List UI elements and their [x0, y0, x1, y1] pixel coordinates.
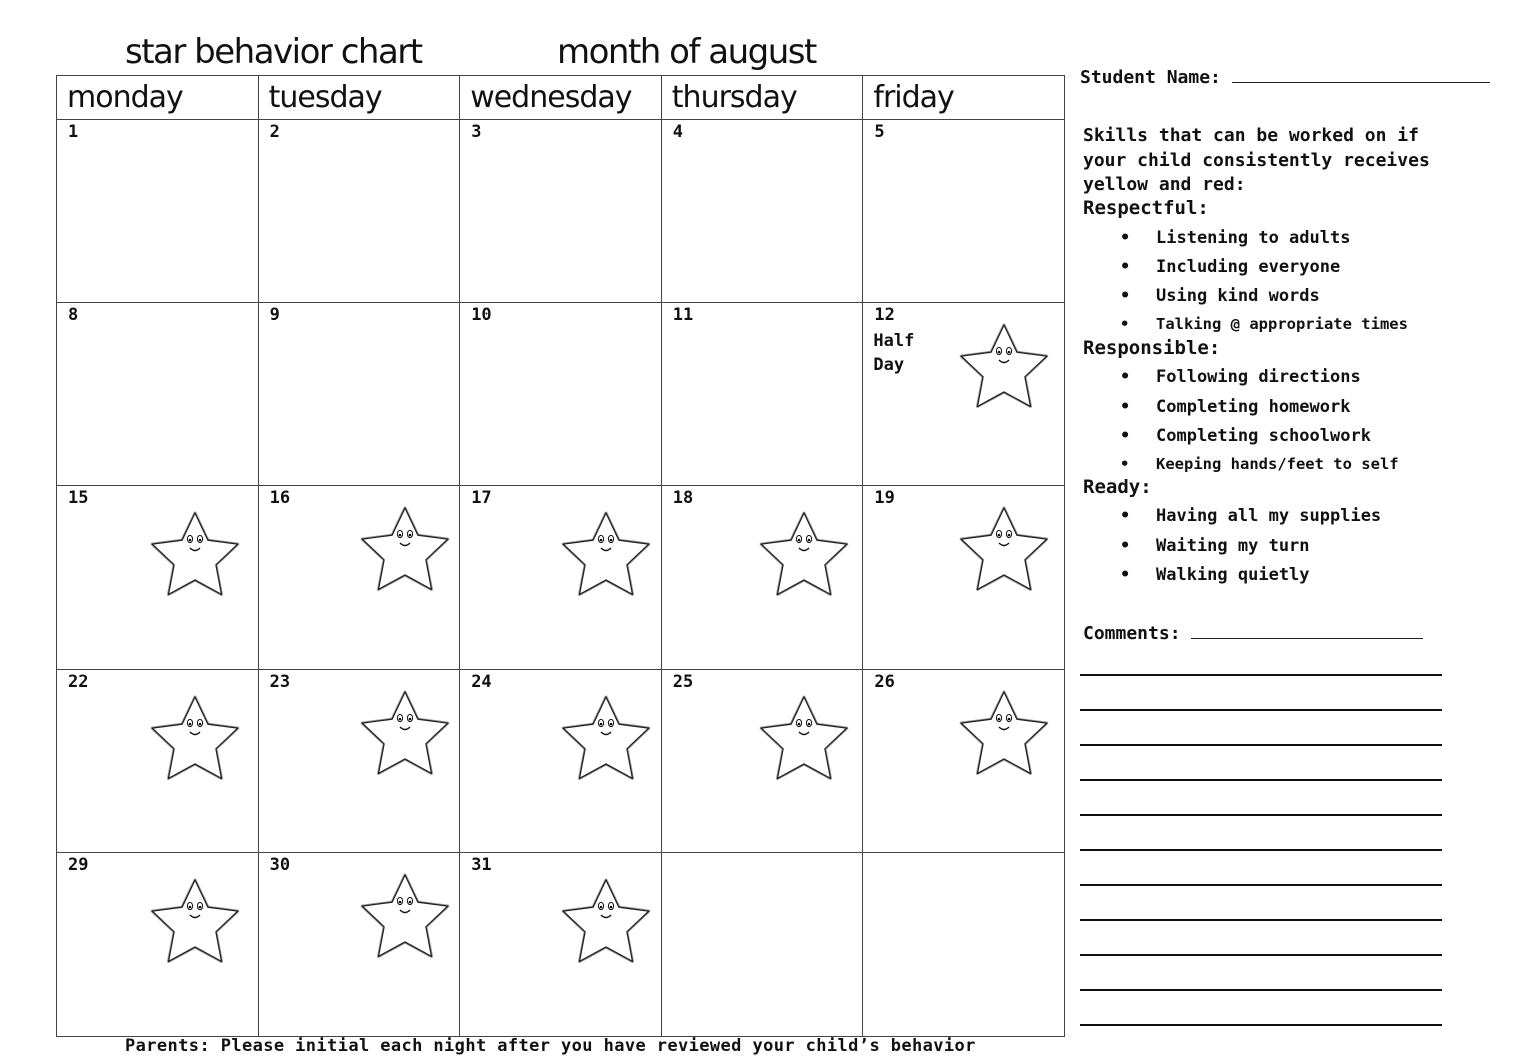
skill-item-label: Using kind words — [1156, 286, 1320, 306]
skill-item — [1120, 257, 1340, 277]
calendar-day-cell[interactable] — [57, 486, 259, 669]
skill-category-title: Responsible: — [1083, 337, 1221, 359]
calendar-day-cell[interactable] — [460, 853, 662, 1036]
day-number: 22 — [68, 671, 89, 692]
calendar-day-cell[interactable] — [460, 670, 662, 853]
comment-writing-line[interactable] — [1080, 674, 1442, 676]
day-number: 24 — [471, 671, 492, 692]
comment-writing-line[interactable] — [1080, 744, 1442, 746]
skill-item — [1120, 397, 1350, 417]
comments-field[interactable] — [1191, 622, 1423, 639]
day-number: 19 — [874, 488, 895, 509]
skills-intro: Skills that can be worked on if your child consistently receives yellow and red: — [1083, 125, 1430, 195]
calendar-day-cell[interactable] — [662, 303, 864, 486]
bullet-icon: • — [1120, 228, 1131, 248]
bullet-icon: • — [1120, 397, 1131, 417]
calendar-day-cell[interactable] — [57, 853, 259, 1036]
calendar-day-cell[interactable] — [57, 120, 259, 303]
chart-title: star behavior chart — [125, 32, 422, 72]
day-number: 2 — [269, 122, 280, 142]
day-number: 30 — [269, 854, 291, 875]
bullet-icon: • — [1120, 257, 1131, 277]
star-sticker-icon — [758, 506, 850, 606]
skill-item-label: Waiting my turn — [1156, 536, 1310, 556]
calendar-day-cell[interactable] — [259, 670, 461, 853]
skill-item — [1120, 426, 1371, 446]
day-number: 9 — [269, 305, 280, 326]
calendar-day-cell[interactable] — [460, 303, 662, 486]
calendar-day-cell[interactable] — [863, 486, 1065, 669]
day-number: 3 — [471, 122, 482, 142]
comment-writing-line[interactable] — [1080, 954, 1442, 956]
bullet-icon: • — [1120, 565, 1131, 585]
skill-item-label: Following directions — [1156, 367, 1361, 387]
day-number: 26 — [874, 671, 895, 692]
skill-item — [1120, 565, 1310, 585]
skill-item-label: Completing schoolwork — [1156, 426, 1371, 446]
calendar-day-cell[interactable] — [259, 486, 461, 669]
bullet-icon: • — [1120, 286, 1131, 306]
day-number: 15 — [68, 488, 89, 509]
bullet-icon: • — [1120, 455, 1130, 473]
day-number: 8 — [68, 305, 79, 326]
star-sticker-icon — [149, 506, 241, 606]
comment-writing-line[interactable] — [1080, 884, 1442, 886]
skill-item-label: Keeping hands/feet to self — [1156, 455, 1399, 473]
skill-item-label: Talking @ appropriate times — [1156, 315, 1408, 333]
skill-item-label: Walking quietly — [1156, 565, 1310, 585]
calendar-day-cell[interactable] — [259, 853, 461, 1036]
day-note: Half Day — [873, 331, 915, 376]
student-name-field[interactable] — [1232, 66, 1490, 83]
day-number: 18 — [672, 488, 694, 509]
day-number: 5 — [874, 122, 885, 142]
day-number: 1 — [68, 122, 79, 142]
comment-writing-line[interactable] — [1080, 1024, 1442, 1026]
skill-item — [1120, 286, 1320, 306]
weekday-header-friday: friday — [863, 76, 1065, 120]
comment-writing-line[interactable] — [1080, 989, 1442, 991]
weekday-header-tuesday: tuesday — [259, 76, 461, 120]
day-number: 31 — [471, 854, 492, 875]
calendar-day-cell[interactable] — [259, 120, 461, 303]
skill-item-label: Having all my supplies — [1156, 506, 1382, 526]
bullet-icon: • — [1120, 506, 1131, 526]
day-number: 12 — [874, 305, 895, 326]
star-sticker-icon — [359, 685, 451, 785]
skill-item — [1120, 228, 1350, 248]
day-number: 11 — [672, 305, 694, 326]
skill-item — [1120, 455, 1399, 473]
parents-instructions: Parents: Please initial each night after you have reviewed your child’s behavior — [125, 1036, 976, 1056]
comments-label: Comments: — [1083, 623, 1181, 644]
calendar-day-cell[interactable] — [662, 120, 864, 303]
day-number: 23 — [269, 671, 291, 692]
calendar-day-cell[interactable] — [662, 853, 864, 1036]
skill-item — [1120, 315, 1408, 333]
star-sticker-icon — [958, 501, 1050, 601]
calendar-day-cell[interactable] — [460, 120, 662, 303]
comment-writing-line[interactable] — [1080, 779, 1442, 781]
calendar-day-cell[interactable] — [57, 670, 259, 853]
calendar-day-cell[interactable] — [460, 486, 662, 669]
day-number: 10 — [471, 305, 492, 326]
student-name-label: Student Name: — [1080, 67, 1221, 88]
star-sticker-icon — [958, 685, 1050, 785]
star-sticker-icon — [958, 318, 1050, 418]
day-number: 17 — [471, 488, 492, 509]
skill-item — [1120, 367, 1361, 387]
bullet-icon: • — [1120, 315, 1130, 333]
skill-item-label: Listening to adults — [1156, 228, 1351, 248]
skill-category-title: Respectful: — [1083, 197, 1209, 219]
comments-row — [1083, 622, 1423, 644]
calendar-day-cell[interactable] — [57, 303, 259, 486]
weekday-header-thursday: thursday — [662, 76, 864, 120]
calendar-day-cell[interactable] — [863, 120, 1065, 303]
calendar-day-cell[interactable] — [259, 303, 461, 486]
day-number: 4 — [672, 122, 684, 142]
bullet-icon: • — [1120, 426, 1131, 446]
skill-item — [1120, 536, 1310, 556]
comment-writing-line[interactable] — [1080, 709, 1442, 711]
weekday-header-monday: monday — [57, 76, 259, 120]
month-title: month of august — [557, 32, 816, 72]
day-number: 25 — [672, 671, 694, 692]
skill-item-label: Including everyone — [1156, 257, 1341, 277]
star-sticker-icon — [359, 501, 451, 601]
calendar-day-cell[interactable] — [662, 670, 864, 853]
calendar-day-cell[interactable] — [863, 303, 1065, 486]
skill-item — [1120, 506, 1381, 526]
star-sticker-icon — [560, 873, 652, 973]
weekday-header-wednesday: wednesday — [460, 76, 662, 120]
comment-writing-line[interactable] — [1080, 849, 1442, 851]
skill-category-title: Ready: — [1083, 476, 1152, 498]
bullet-icon: • — [1120, 367, 1131, 387]
day-number: 16 — [269, 488, 291, 509]
day-number: 29 — [68, 854, 89, 875]
student-name-row — [1080, 66, 1490, 88]
calendar-day-cell[interactable] — [863, 670, 1065, 853]
star-sticker-icon — [758, 690, 850, 790]
star-sticker-icon — [359, 868, 451, 968]
bullet-icon: • — [1120, 536, 1131, 556]
skill-item-label: Completing homework — [1156, 397, 1351, 417]
star-sticker-icon — [149, 873, 241, 973]
star-sticker-icon — [560, 506, 652, 606]
comment-writing-line[interactable] — [1080, 919, 1442, 921]
calendar-grid — [56, 75, 1065, 1037]
calendar-day-cell[interactable] — [662, 486, 864, 669]
star-sticker-icon — [149, 690, 241, 790]
star-sticker-icon — [560, 690, 652, 790]
comment-writing-line[interactable] — [1080, 814, 1442, 816]
calendar-day-cell[interactable] — [863, 853, 1065, 1036]
